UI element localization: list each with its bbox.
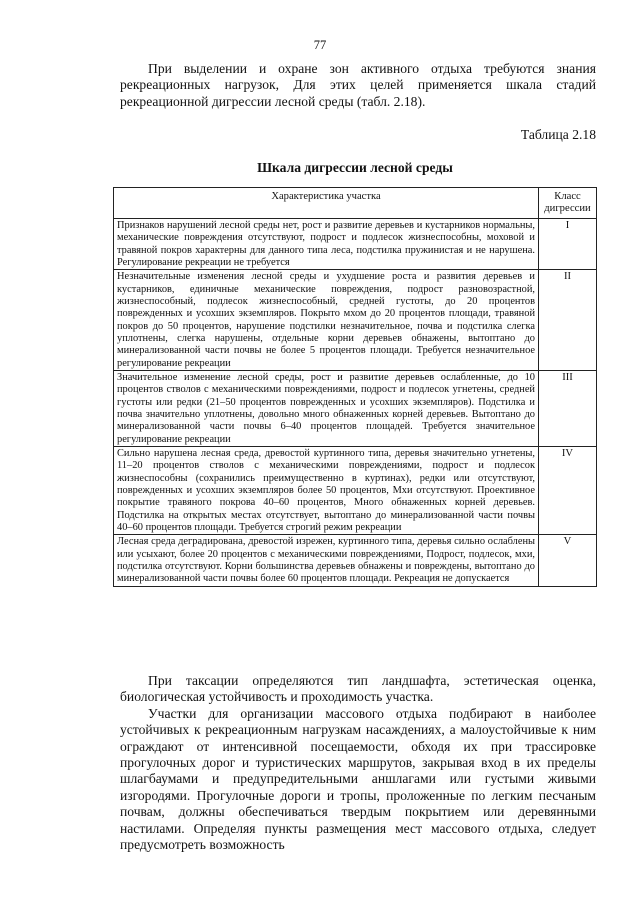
row-description: Незначительные изменения лесной среды и ухудшение роста и развития деревьев и кустарников, единичные механические повреждения, подрост разновозрастной, жизнеспособный, подлесок жизнеспособный, средней густоты, до 20 процентов поврежденных и усохших экземпляров. Покрыто мхом до 20 процентов площади, травяной покров до 50 процентов, нарушение подстилки незначительное, почва и подстилка слегка уплотнены, слегка нарушены, отдельные корни деревьев обнажены, вытоптано до минерализованной части почвы не более 5 процентов площади. Требуется незначительное регулирование рекреации	[114, 270, 539, 371]
digression-table	[113, 187, 597, 587]
table-row	[114, 218, 597, 269]
table-row	[114, 535, 597, 586]
row-class: IV	[539, 447, 597, 535]
intro-paragraph: При выделении и охране зон активного отдыха требуются знания рекреационных нагрузок, Для этих целей применяется шкала стадий рекреационной дигрессии лесной среды (табл. 2.18).	[120, 61, 596, 109]
header-characteristic: Характеристика участка	[114, 188, 539, 219]
row-description: Признаков нарушений лесной среды нет, рост и развитие деревьев и кустарников нормальны, механические повреждения отсутствуют, подрост и подлесок жизнеспособны, моховой и травяной покров характерны для данного типа леса, подстилка пружинистая и не нарушена. Регулирование рекреации не требуется	[114, 218, 539, 269]
row-class: II	[539, 270, 597, 371]
table-row	[114, 270, 597, 371]
row-description: Значительное изменение лесной среды, рост и развитие деревьев ослабленные, до 10 процентов стволов с механическими повреждениями, подрост и подлесок угнетены, средней густоты или редки (21–50 процентов поврежденных и усохших экземпляров). Подстилка и почва значительно уплотнены, довольно много обнаженных корней деревьев. Вытоптано до минерализованной части почвы 6–40 процентов площадей. Требуется значительное регулирование рекреации	[114, 370, 539, 446]
row-class: III	[539, 370, 597, 446]
row-class: I	[539, 218, 597, 269]
table-row	[114, 447, 597, 535]
page-number: 77	[313, 38, 327, 52]
table-caption: Таблица 2.18	[520, 127, 596, 142]
header-class: Класс дигрессии	[539, 188, 597, 219]
body-paragraph: Участки для организации массового отдыха подбирают в наиболее устойчивых к рекреационным нагрузкам насаждениях, а малоустойчивые к ним ограждают от интенсивной посещаемости, обходя их при трассировке прогулочных дорог и туристических маршрутов, закрывая вход в их пределы шлагбаумами и предупредительными аншлагами или густыми живыми изгородями. Прогулочные дороги и тропы, проложенные по легким песчаным почвам, должны обеспечиваться твердым покрытием или деревянными настилами. Определяя пункты размещения мест массового отдыха, следует предусмотреть возможность	[120, 705, 596, 853]
row-description: Лесная среда деградирована, древостой изрежен, куртинного типа, деревья сильно ослаблены или усыхают, более 20 процентов с механическими повреждениями, Подрост, подлесок, мхи, подстилка отсутствуют. Корни большинства деревьев обнажены и повреждены, вытоптано до минерализованной части почвы более 60 процентов площади. Рекреация не допускается	[114, 535, 539, 586]
row-description: Сильно нарушена лесная среда, древостой куртинного типа, деревья значительно угнетены, 11–20 процентов стволов с механическими повреждениями, подрост и подлесок жизнеспособны (сохранились преимущественно в куртинах), редки или отсутствуют, поврежденных и усохших экземпляров более 50 процентов, Мхи отсутствуют. Проективное покрытие травяного покрова 40–60 процентов, Много обнаженных корней деревьев. Подстилка на открытых местах отсутствует, вытоптано до минерализованной части почвы 40–60 процентов площади. Требуется строгий режим рекреации	[114, 447, 539, 535]
body-text	[120, 673, 596, 853]
table-header-row	[114, 188, 597, 219]
row-class: V	[539, 535, 597, 586]
body-paragraph: При таксации определяются тип ландшафта, эстетическая оценка, биологическая устойчивость и проходимость участка.	[120, 673, 596, 705]
table-row	[114, 370, 597, 446]
table-title: Шкала дигрессии лесной среды	[257, 160, 453, 175]
